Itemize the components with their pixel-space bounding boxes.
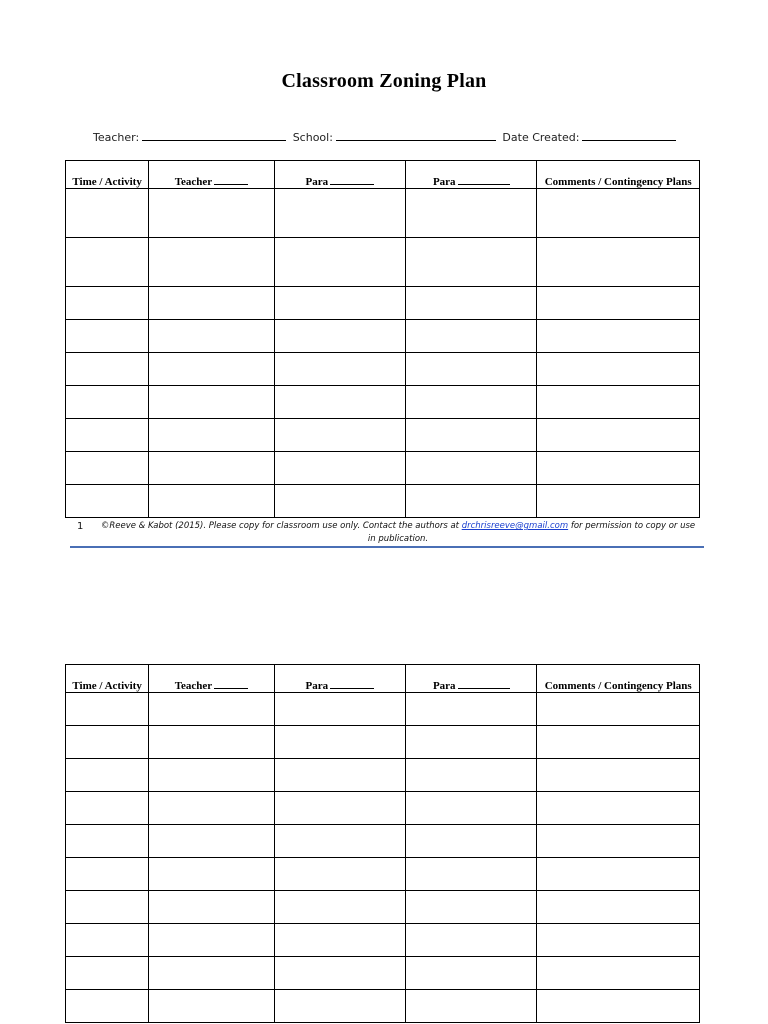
table-row (66, 386, 700, 419)
table-cell[interactable] (274, 924, 405, 957)
table-cell[interactable] (66, 825, 149, 858)
school-field[interactable] (336, 128, 496, 141)
header-time-activity: Time / Activity (66, 161, 149, 189)
table-cell[interactable] (406, 957, 537, 990)
table-row (66, 825, 700, 858)
table-row (66, 792, 700, 825)
table-cell[interactable] (406, 238, 537, 287)
table-row (66, 238, 700, 287)
table-cell[interactable] (406, 693, 537, 726)
teacher-field[interactable] (142, 128, 286, 141)
table-cell[interactable] (537, 238, 700, 287)
date-created-field[interactable] (582, 128, 676, 141)
table-cell[interactable] (66, 726, 149, 759)
table-cell[interactable] (149, 189, 274, 238)
table-row (66, 452, 700, 485)
table-cell[interactable] (274, 726, 405, 759)
table-row (66, 320, 700, 353)
table-row (66, 759, 700, 792)
table-cell[interactable] (149, 891, 274, 924)
table-cell[interactable] (66, 693, 149, 726)
table-cell[interactable] (66, 386, 149, 419)
table-cell[interactable] (149, 485, 274, 518)
table-cell[interactable] (66, 419, 149, 452)
table-row (66, 189, 700, 238)
table-cell[interactable] (66, 990, 149, 1023)
table-row (66, 924, 700, 957)
school-label: School: (292, 131, 333, 144)
teacher-label: Teacher: (93, 131, 140, 144)
table-cell[interactable] (406, 353, 537, 386)
header-time-activity: Time / Activity (66, 665, 149, 693)
table-cell[interactable] (149, 452, 274, 485)
table-cell[interactable] (537, 485, 700, 518)
table-cell[interactable] (537, 320, 700, 353)
header-teacher: Teacher (149, 665, 274, 693)
table-cell[interactable] (537, 792, 700, 825)
table-row (66, 990, 700, 1023)
table-row (66, 891, 700, 924)
table-row (66, 485, 700, 518)
table-cell[interactable] (406, 419, 537, 452)
table-cell[interactable] (149, 957, 274, 990)
table-cell[interactable] (537, 287, 700, 320)
table-cell[interactable] (66, 452, 149, 485)
table-cell[interactable] (66, 858, 149, 891)
table-cell[interactable] (274, 485, 405, 518)
table-cell[interactable] (149, 419, 274, 452)
table-cell[interactable] (149, 792, 274, 825)
table-row (66, 353, 700, 386)
table-cell[interactable] (406, 726, 537, 759)
table-cell[interactable] (406, 891, 537, 924)
table-cell[interactable] (274, 353, 405, 386)
table-cell[interactable] (406, 320, 537, 353)
footnote-number: 1 (77, 521, 84, 532)
table-cell[interactable] (537, 693, 700, 726)
table-cell[interactable] (537, 353, 700, 386)
header-comments: Comments / Contingency Plans (537, 161, 700, 189)
table-cell[interactable] (66, 924, 149, 957)
table-cell[interactable] (66, 792, 149, 825)
table-cell[interactable] (66, 891, 149, 924)
header-comments: Comments / Contingency Plans (537, 665, 700, 693)
table-cell[interactable] (149, 924, 274, 957)
table-cell[interactable] (66, 957, 149, 990)
table-cell[interactable] (149, 320, 274, 353)
header-row (66, 665, 700, 693)
table-cell[interactable] (66, 320, 149, 353)
date-created-label: Date Created: (502, 131, 580, 144)
table-cell[interactable] (406, 924, 537, 957)
table-cell[interactable] (537, 452, 700, 485)
table-cell[interactable] (274, 287, 405, 320)
table-cell[interactable] (274, 990, 405, 1023)
form-fields-line (93, 128, 693, 144)
header-para-1: Para (274, 161, 405, 189)
table-cell[interactable] (149, 858, 274, 891)
table-cell[interactable] (66, 189, 149, 238)
table-cell[interactable] (149, 693, 274, 726)
table-cell[interactable] (537, 990, 700, 1023)
table-cell[interactable] (274, 792, 405, 825)
page-title: Classroom Zoning Plan (281, 70, 487, 92)
table-cell[interactable] (274, 957, 405, 990)
zoning-table-1 (65, 160, 700, 518)
table-cell[interactable] (406, 386, 537, 419)
table-cell[interactable] (274, 238, 405, 287)
table-cell[interactable] (149, 386, 274, 419)
table-cell[interactable] (274, 891, 405, 924)
table-cell[interactable] (406, 792, 537, 825)
table-cell[interactable] (537, 419, 700, 452)
table-row (66, 957, 700, 990)
table-cell[interactable] (66, 485, 149, 518)
table-cell[interactable] (406, 189, 537, 238)
header-teacher: Teacher (149, 161, 274, 189)
table-cell[interactable] (274, 419, 405, 452)
table-cell[interactable] (537, 726, 700, 759)
zoning-table-2 (65, 664, 700, 1023)
table-row (66, 419, 700, 452)
table-cell[interactable] (66, 287, 149, 320)
table-cell[interactable] (537, 924, 700, 957)
table-cell[interactable] (149, 726, 274, 759)
table-cell[interactable] (406, 452, 537, 485)
footnote (70, 518, 704, 548)
table-cell[interactable] (149, 990, 274, 1023)
table-cell[interactable] (66, 759, 149, 792)
table-cell[interactable] (537, 759, 700, 792)
table-row (66, 858, 700, 891)
table-cell[interactable] (406, 990, 537, 1023)
table-cell[interactable] (149, 353, 274, 386)
table-cell[interactable] (537, 189, 700, 238)
table-cell[interactable] (406, 825, 537, 858)
table-cell[interactable] (149, 759, 274, 792)
table-cell[interactable] (274, 320, 405, 353)
table-cell[interactable] (537, 957, 700, 990)
table-cell[interactable] (274, 693, 405, 726)
table-cell[interactable] (149, 287, 274, 320)
table-row (66, 726, 700, 759)
table-row (66, 287, 700, 320)
header-row (66, 161, 700, 189)
table-cell[interactable] (406, 858, 537, 891)
table-cell[interactable] (537, 825, 700, 858)
table-cell[interactable] (406, 485, 537, 518)
table-cell[interactable] (274, 189, 405, 238)
table-cell[interactable] (66, 353, 149, 386)
author-email-link[interactable]: drchrisreeve@gmail.com (461, 521, 569, 531)
table-cell[interactable] (537, 386, 700, 419)
table-cell[interactable] (537, 891, 700, 924)
table-cell[interactable] (406, 759, 537, 792)
table-cell[interactable] (66, 238, 149, 287)
table-cell[interactable] (274, 858, 405, 891)
footnote-text: ©Reeve & Kabot (2015). Please copy for classroom use only. Contact the authors at drchrisreeve@gmail.com for permission to copy or use in publication. (100, 521, 696, 544)
table-cell[interactable] (274, 452, 405, 485)
header-para-2: Para (406, 161, 537, 189)
table-cell[interactable] (406, 287, 537, 320)
table-cell[interactable] (274, 825, 405, 858)
header-para-2: Para (406, 665, 537, 693)
header-para-1: Para (274, 665, 405, 693)
table-cell[interactable] (274, 386, 405, 419)
table-cell[interactable] (274, 759, 405, 792)
table-row (66, 693, 700, 726)
table-cell[interactable] (149, 238, 274, 287)
table-cell[interactable] (149, 825, 274, 858)
table-cell[interactable] (537, 858, 700, 891)
